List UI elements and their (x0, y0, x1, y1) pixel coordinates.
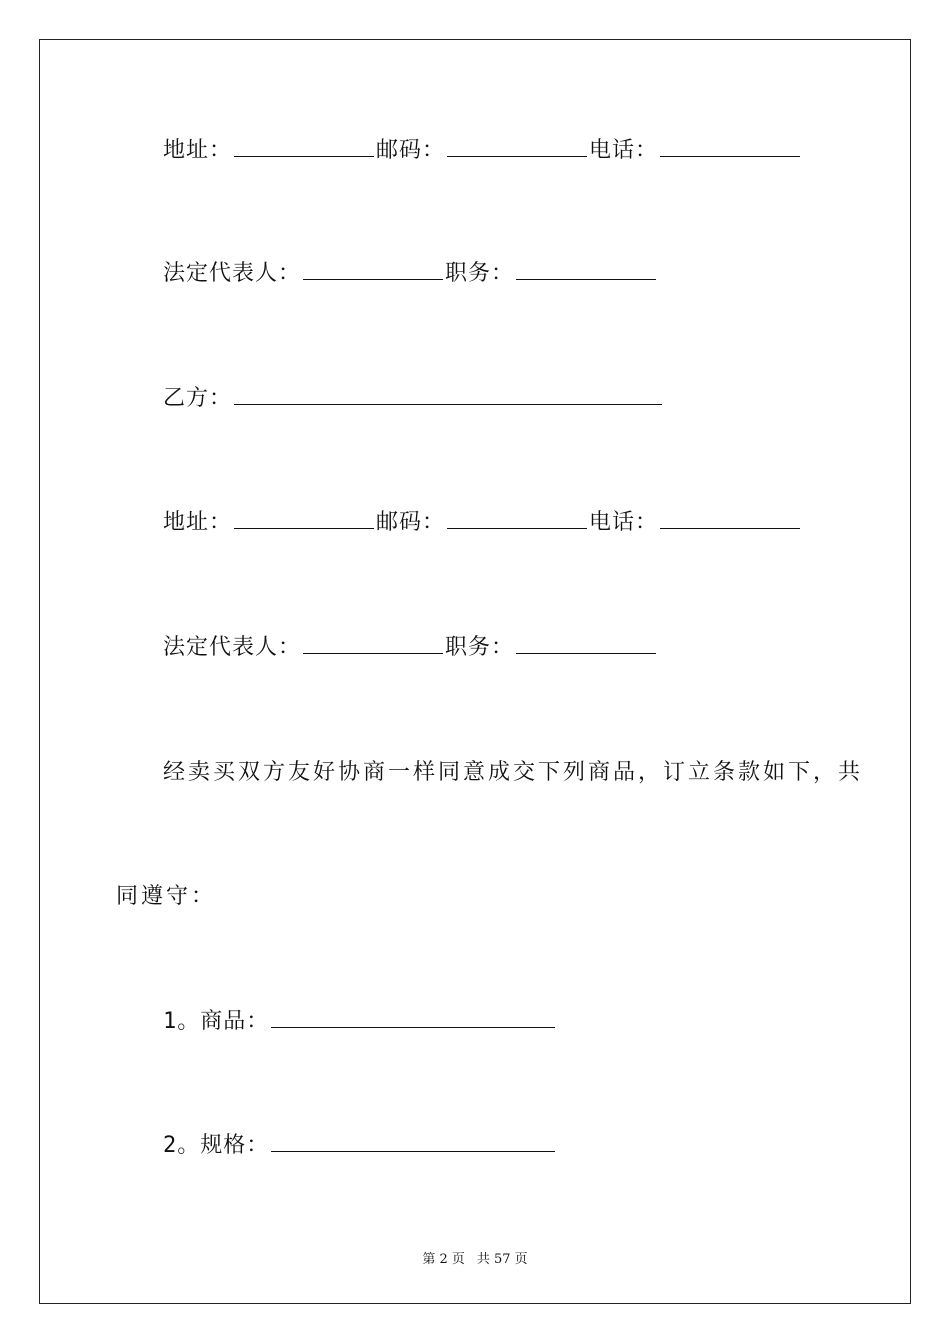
postcode-field[interactable] (447, 136, 587, 157)
phone-field[interactable] (660, 136, 800, 157)
page-number: 第 2 页 (422, 1252, 465, 1267)
goods-label: 1。商品： (163, 1009, 270, 1034)
postcode-label: 邮码： (376, 138, 446, 163)
page-total: 共 57 页 (476, 1252, 528, 1267)
party-b-label: 乙方： (163, 386, 233, 411)
page-border (39, 39, 911, 1304)
postcode-field[interactable] (447, 508, 587, 529)
phone-field[interactable] (660, 508, 800, 529)
address-field[interactable] (234, 508, 374, 529)
phone-label: 电话： (589, 138, 659, 163)
address-label: 地址： (163, 510, 233, 535)
address-field[interactable] (234, 136, 374, 157)
legal-rep-label: 法定代表人： (163, 635, 302, 660)
legal-rep-field[interactable] (303, 633, 443, 654)
postcode-label: 邮码： (376, 510, 446, 535)
position-label: 职务： (445, 635, 515, 660)
party-b-contact-row (163, 508, 802, 538)
page-footer (0, 1248, 950, 1267)
position-label: 职务： (445, 261, 515, 286)
spec-field[interactable] (271, 1131, 555, 1152)
intro-line-2: 同遵守： (116, 884, 217, 909)
position-field[interactable] (516, 633, 656, 654)
party-b-name-row (163, 384, 664, 414)
item-spec-row (163, 1131, 557, 1161)
legal-rep-field[interactable] (303, 259, 443, 280)
goods-field[interactable] (271, 1007, 555, 1028)
party-a-rep-row (163, 259, 658, 289)
position-field[interactable] (516, 259, 656, 280)
legal-rep-label: 法定代表人： (163, 261, 302, 286)
party-b-rep-row (163, 633, 658, 663)
address-label: 地址： (163, 138, 233, 163)
party-b-field[interactable] (234, 384, 662, 405)
item-goods-row (163, 1007, 557, 1037)
party-a-contact-row (163, 136, 802, 166)
spec-label: 2。规格： (163, 1133, 270, 1158)
intro-line-1: 经卖买双方友好协商一样同意成交下列商品，订立条款如下，共 (163, 760, 864, 785)
phone-label: 电话： (589, 510, 659, 535)
